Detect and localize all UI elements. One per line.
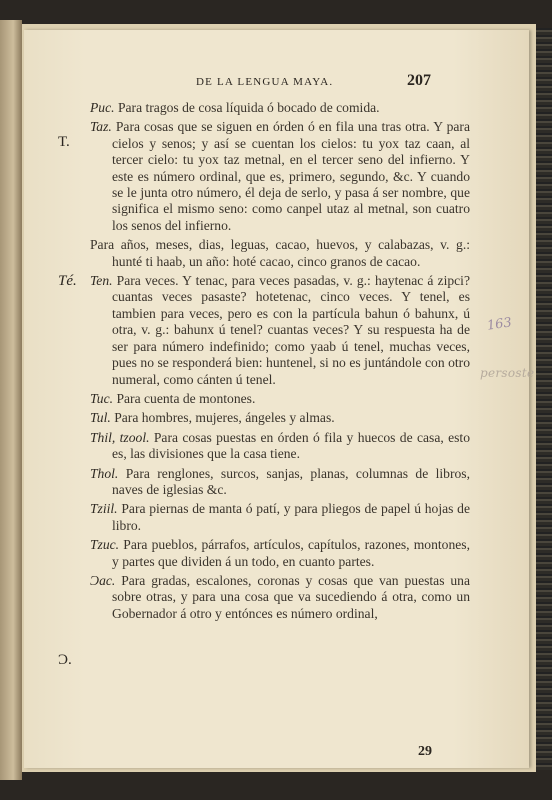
entry-tul: Tul. Para hombres, mujeres, ángeles y almas. [90, 410, 335, 426]
signature-mark: 29 [418, 744, 432, 759]
entry-thol: Thol. Para renglones, surcos, sanjas, planas, columnas de libros, naves de iglesias &c. [90, 465, 470, 497]
page-number: 207 [407, 72, 431, 89]
entry-tuc: Tuc. Para cuenta de montones. [90, 390, 256, 406]
entry-tzuc: Tzuc. Para pueblos, párrafos, artículos, capítulos, razones, montones, y partes que dividen á un todo, en cuanto partes. [90, 537, 470, 569]
book-spine [0, 20, 22, 780]
entry-thil: Thil, tzool. Para cosas puestas en órden ó fila y huecos de casa, esto es, las divisiones que la casa tiene. [90, 429, 470, 462]
running-head: DE LA LENGUA MAYA. [196, 76, 334, 88]
entry-te: Para años, meses, dias, leguas, cacao, huevos, y calabazas, v. g.: hunté ti haab, un año: hoté cacao, cinco granos de cacao. [90, 237, 470, 269]
entry-ten: Ten. Para veces. Y tenac, para veces pasadas, v. g.: haytenac á zipci? cuantas veces pasaste? hotetenac, cinco veces. Y tenel, es tambien para veces, pero es con la partícula bahun ó bahunx, ú otra, v. g.: bahunx ú tenel? cuantas veces? Y su respuesta ha de ser para número indefinido; como yaab ú tenel, muchas veces, pues no se responderá bien: huntenel, si no es juntándole con otro numeral, como cánten ú tenel. [90, 273, 470, 387]
entry-tziil: Tziil. Para piernas de manta ó patí, y para pliegos de papel ú hojas de libro. [90, 501, 470, 533]
page-text [90, 100, 470, 624]
pencil-annotation-word: persoste [480, 366, 535, 380]
page-header [24, 72, 529, 92]
margin-mark-t: T. [58, 134, 70, 150]
entry-dzac: Ɔac. Para gradas, escalones, coronas y cosas que van puestas una sobre otras, y para una cosa que va sucediendo á otra, como un Gobernador á otro y entónces es número ordinal, [90, 572, 471, 621]
entry-puc: Puc. Para tragos de cosa líquida ó bocado de comida. [90, 100, 380, 115]
margin-mark-dz: Ɔ. [58, 652, 72, 668]
pencil-annotation-number: 163 [486, 315, 513, 334]
book-page [24, 30, 535, 768]
entry-taz: Taz. Para cosas que se siguen en órden ó en fila una tras otra. Y para cielos y senos; y así se cuentan los cielos: tu yox taz caan, al tercer cielo: tu yox taz metnal, en el tercer seno del infierno. Y este es número ordinal, que es, primero, segundo, &c. Y cuando se le junta otro número, él deja de serlo, y pasa á ser nombre, que significa el mismo seno: como canpel utaz al metnal, son cuatro los senos del infierno. [90, 119, 470, 233]
margin-mark-te: Té. [58, 273, 77, 289]
